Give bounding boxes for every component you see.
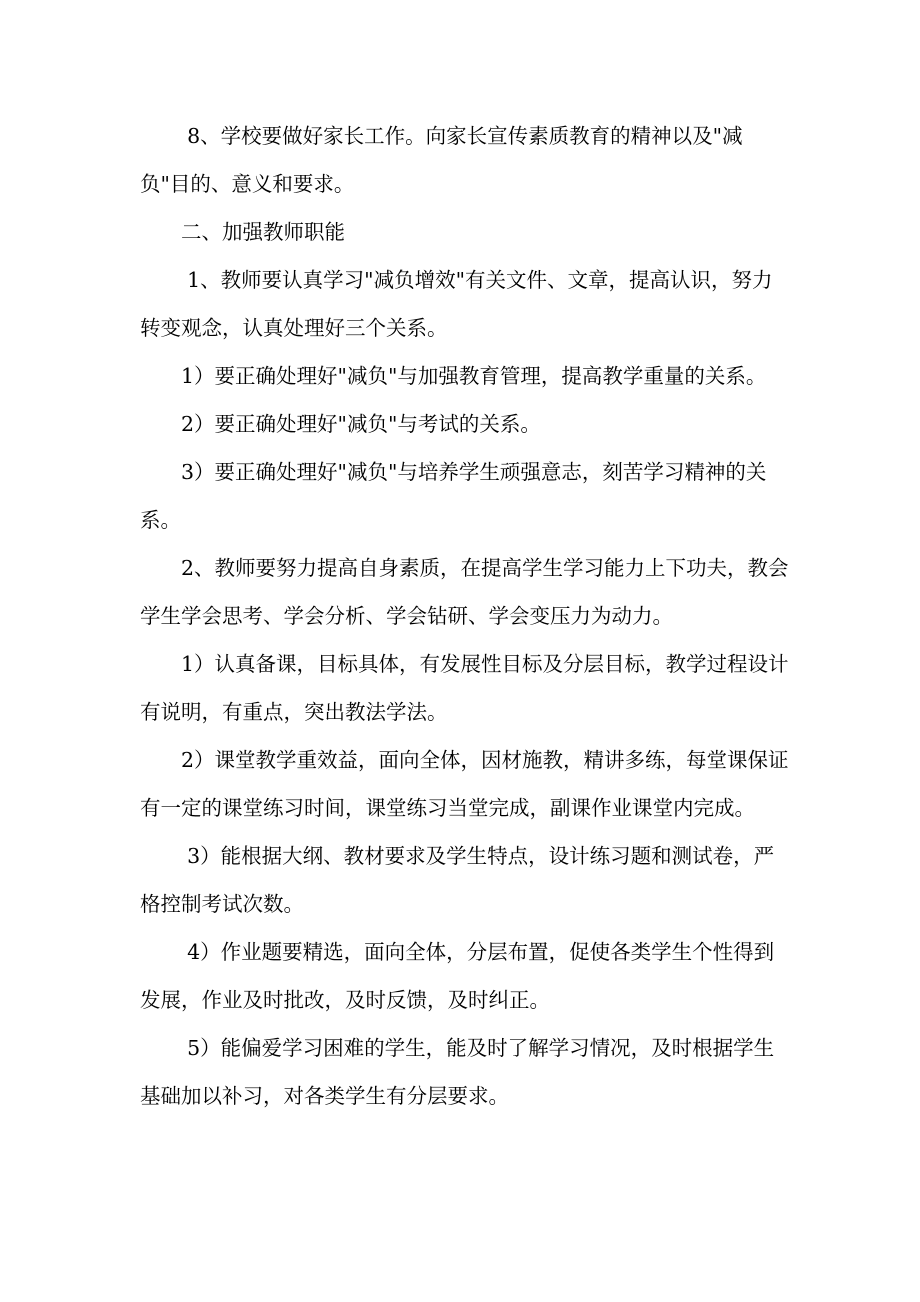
paragraph-2-classroom-efficiency: 2）课堂教学重效益，面向全体，因材施教，精讲多练，每堂课保证有一定的课堂练习时间，课堂练习当堂完成，副课作业课堂内完成。 [140,748,789,820]
paragraph-4-homework: 4）作业题要精选，面向全体，分层布置，促使各类学生个性得到发展，作业及时批改，及时反馈，及时纠正。 [140,940,775,1012]
paragraph-8-parent-work: 8、学校要做好家长工作。向家长宣传素质教育的精神以及"减负"目的、意义和要求。 [140,124,743,196]
paragraph-2-relation-exam: 2）要正确处理好"减负"与考试的关系。 [181,412,541,436]
document-body [140,112,790,1120]
paragraph-1-relation-management: 1）要正确处理好"减负"与加强教育管理，提高教学重量的关系。 [181,364,767,388]
paragraph-1-lesson-prep: 1）认真备课，目标具体，有发展性目标及分层目标，教学过程设计有说明，有重点，突出教法学法。 [140,652,789,724]
section-heading-teacher-duties: 二、加强教师职能 [181,220,345,244]
paragraph-3-relation-will: 3）要正确处理好"减负"与培养学生顽强意志，刻苦学习精神的关系。 [140,460,767,532]
paragraph-3-exercises-tests: 3）能根据大纲、教材要求及学生特点，设计练习题和测试卷，严格控制考试次数。 [140,844,775,916]
paragraph-1-study-documents: 1、教师要认真学习"减负增效"有关文件、文章，提高认识，努力转变观念，认真处理好三个关系。 [140,268,773,340]
paragraph-2-self-quality: 2、教师要努力提高自身素质，在提高学生学习能力上下功夫，教会学生学会思考、学会分析、学会钻研、学会变压力为动力。 [140,556,789,628]
paragraph-5-struggling-students: 5）能偏爱学习困难的学生，能及时了解学习情况，及时根据学生基础加以补习，对各类学生有分层要求。 [140,1036,775,1108]
